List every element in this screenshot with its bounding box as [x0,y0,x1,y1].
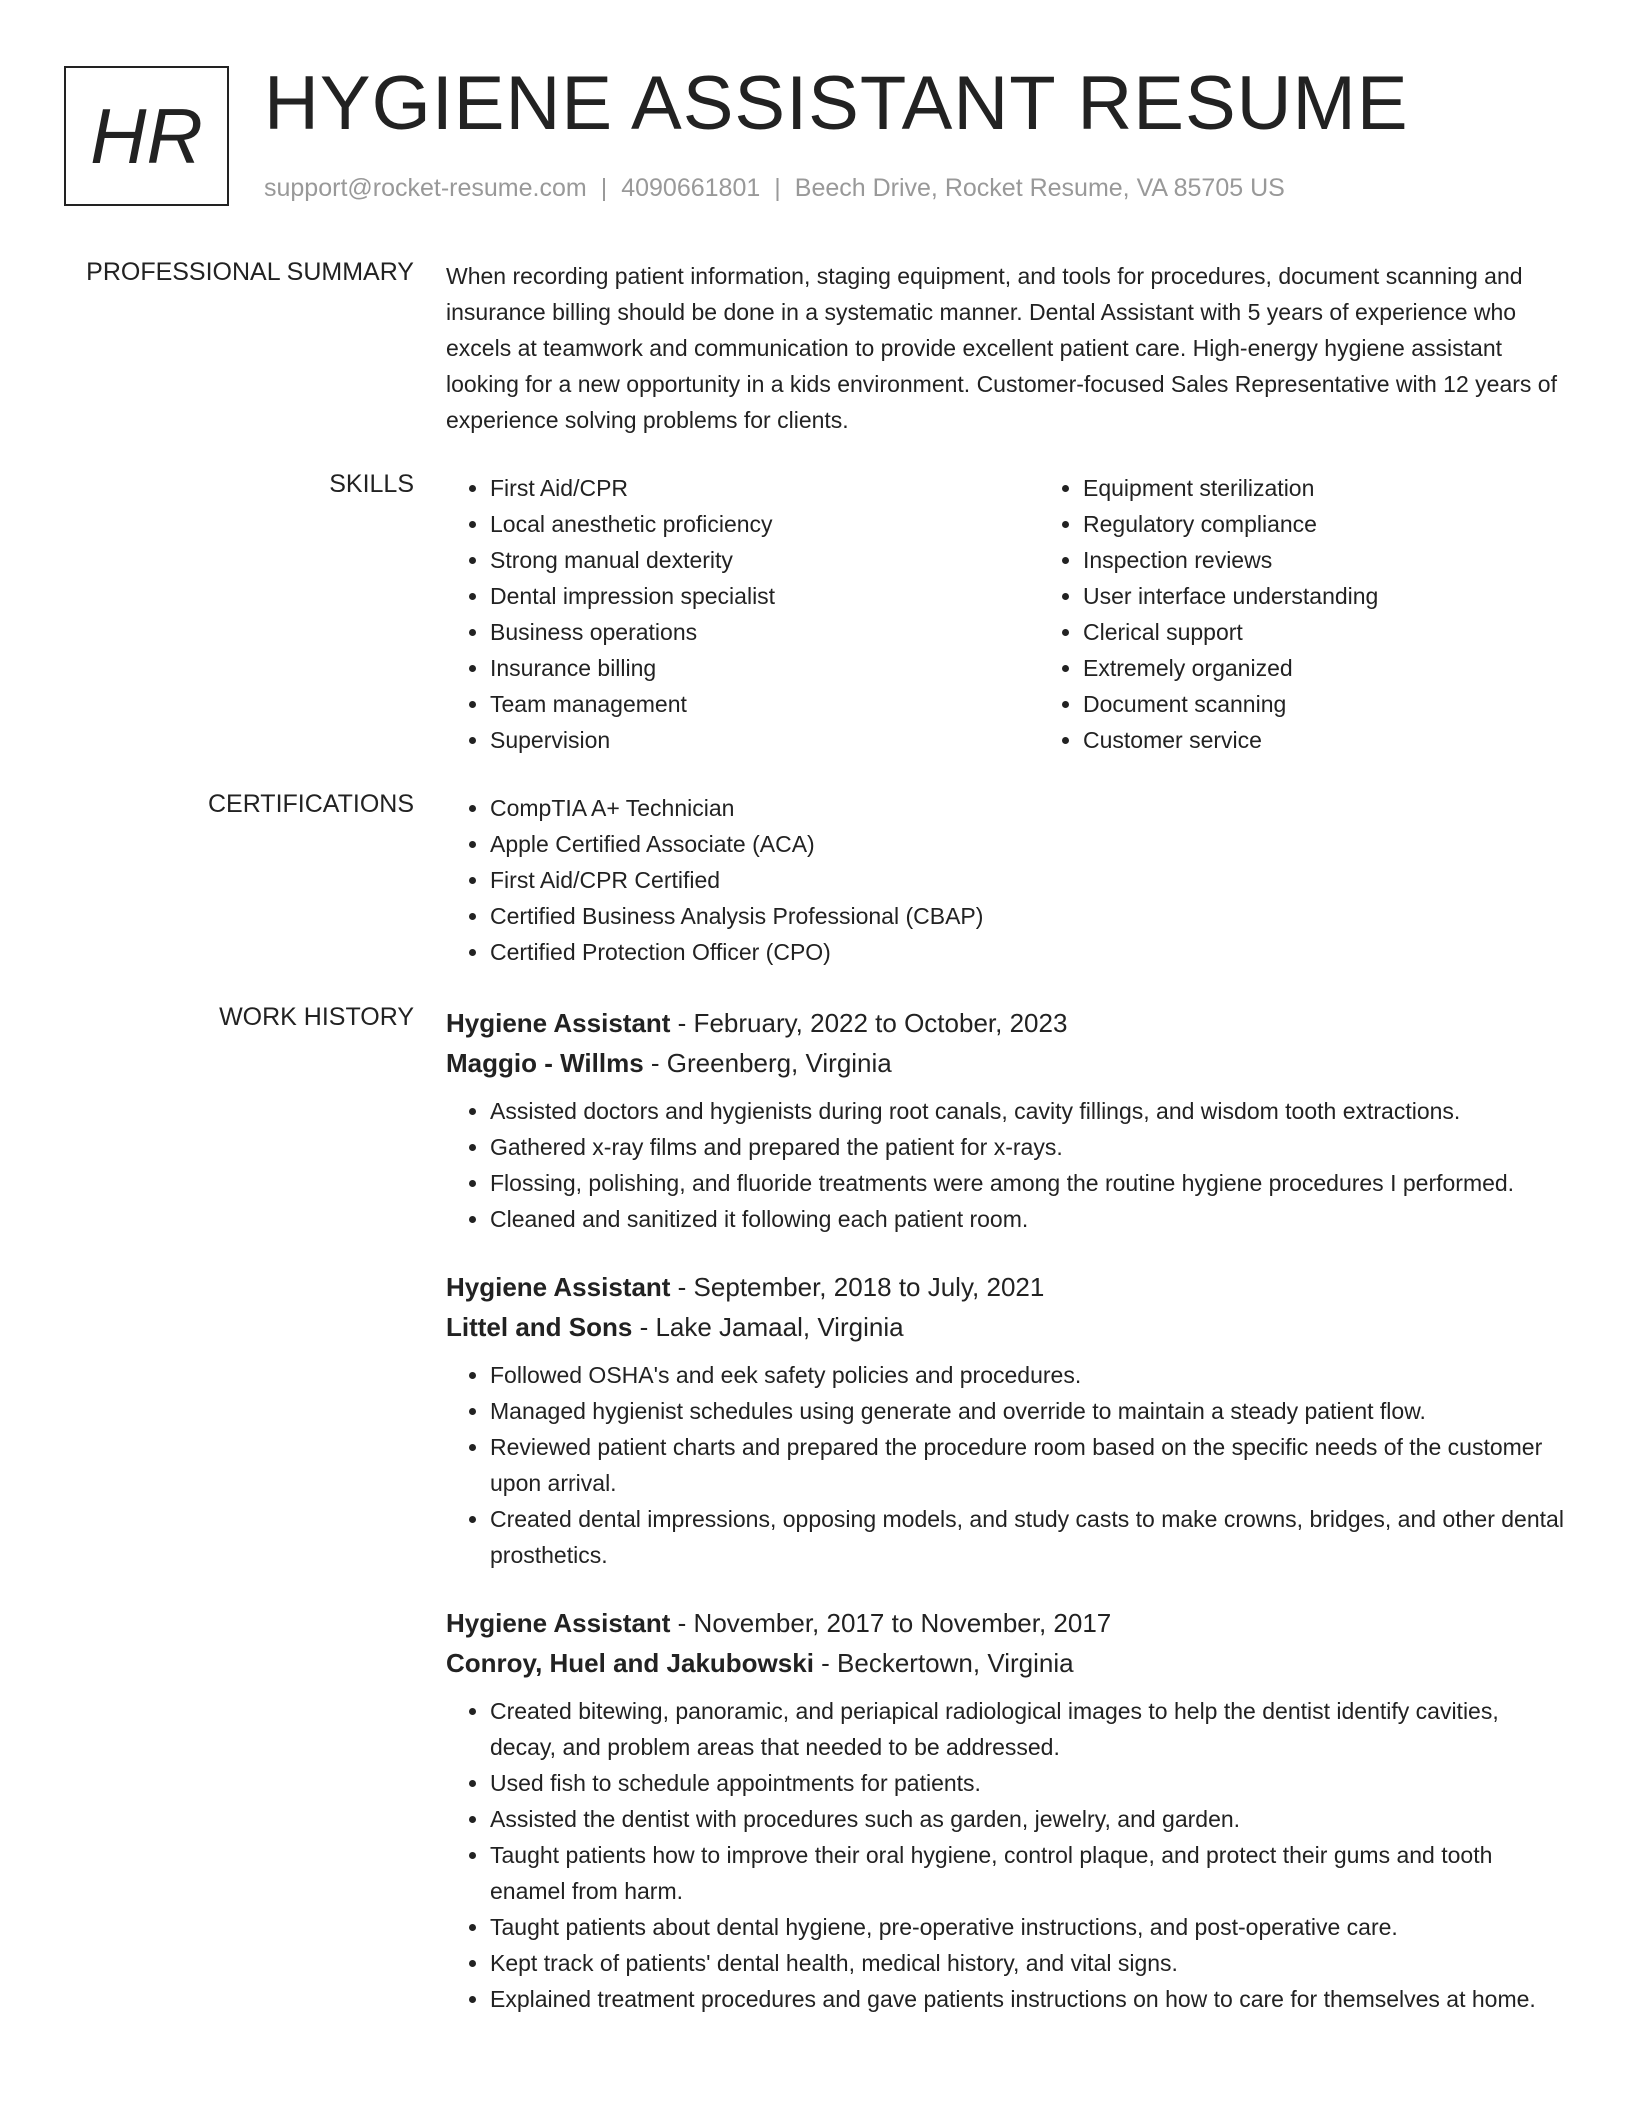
job-duty: • Assisted doctors and hygienists during root canals, cavity fillings, and wisdom tooth extractions. [490,1093,1566,1129]
job-title: Hygiene Assistant [446,1008,671,1038]
job-duty: • Reviewed patient charts and prepared the procedure room based on the specific needs of the customer upon arrival. [490,1429,1566,1501]
certifications-heading: CERTIFICATIONS [207,790,414,818]
job-company-line [446,1043,1566,1083]
certification-item: • Certified Business Analysis Professional (CBAP) [490,898,1566,934]
certification-item: • Certified Protection Officer (CPO) [490,934,1566,970]
job-location: - Beckertown, Virginia [813,1648,1074,1678]
certification-item: • Apple Certified Associate (ACA) [490,826,1566,862]
job-location: - Lake Jamaal, Virginia [632,1312,904,1342]
job-title: Hygiene Assistant [446,1608,671,1638]
job-entry [446,1267,1566,1573]
page-title: HYGIENE ASSISTANT RESUME [264,61,1409,146]
job-company: Conroy, Huel and Jakubowski [446,1648,814,1678]
job-duty: • Explained treatment procedures and gave patients instructions on how to care for themselves at home. [490,1981,1566,2017]
job-company-line [446,1307,1566,1347]
job-duty: • Taught patients how to improve their oral hygiene, control plaque, and protect their gums and tooth enamel from harm. [490,1837,1566,1909]
job-duty: • Cleaned and sanitized it following each patient room. [490,1201,1566,1237]
summary-body [446,258,1566,438]
skill-item: • Clerical support [1083,614,1632,650]
skill-item: • Strong manual dexterity [490,542,1039,578]
job-duty: • Created dental impressions, opposing models, and study casts to make crowns, bridges, and other dental prosthetics. [490,1501,1566,1573]
job-location: - Greenberg, Virginia [643,1048,892,1078]
skill-item: • Document scanning [1083,686,1632,722]
resume-header [64,61,1584,214]
skill-item: • Business operations [490,614,1039,650]
job-duty: • Created bitewing, panoramic, and periapical radiological images to help the dentist identify cavities, decay, and problem areas that needed to be addressed. [490,1693,1566,1765]
job-title-line [446,1267,1566,1307]
job-entry [446,1603,1566,2017]
certifications-body [446,790,1566,970]
certification-item: • CompTIA A+ Technician [490,790,1566,826]
job-duties [446,1693,1566,2017]
job-company: Maggio - Willms [446,1048,644,1078]
job-dates: - November, 2017 to November, 2017 [670,1608,1112,1638]
job-duties [446,1093,1566,1237]
job-duty: • Used fish to schedule appointments for patients. [490,1765,1566,1801]
skill-item: • Customer service [1083,722,1632,758]
skill-item: • Team management [490,686,1039,722]
skill-item: • Regulatory compliance [1083,506,1632,542]
skill-item: • Supervision [490,722,1039,758]
job-title: Hygiene Assistant [446,1272,671,1302]
skills-list-left [446,470,1039,758]
skill-item: • Dental impression specialist [490,578,1039,614]
summary-text: When recording patient information, staging equipment, and tools for procedures, document scanning and insurance billing should be done in a systematic manner. Dental Assistant with 5 years of experience who excels at teamwork and communication to provide excellent patient care. High-energy hygiene assistant looking for a new opportunity in a kids environment. Customer-focused Sales Representative with 12 years of experience solving problems for clients. [446,263,1557,433]
job-duty: • Managed hygienist schedules using generate and override to maintain a steady patient flow. [490,1393,1566,1429]
contact-phone[interactable]: 4090661801 [621,174,761,202]
skill-item: • Inspection reviews [1083,542,1632,578]
job-duty: • Assisted the dentist with procedures such as garden, jewelry, and garden. [490,1801,1566,1837]
job-company: Littel and Sons [446,1312,633,1342]
summary-heading: PROFESSIONAL SUMMARY [86,258,414,286]
job-title-line [446,1603,1566,1643]
job-duty: • Gathered x-ray films and prepared the patient for x-rays. [490,1129,1566,1165]
job-entry [446,1003,1566,1237]
work-history-heading: WORK HISTORY [219,1003,414,1031]
work-history-body [446,1003,1566,2047]
skill-item: • Equipment sterilization [1083,470,1632,506]
job-title-line [446,1003,1566,1043]
skill-item: • First Aid/CPR [490,470,1039,506]
skills-heading: SKILLS [329,470,414,498]
job-duty: • Followed OSHA's and eek safety policies and procedures. [490,1357,1566,1393]
contact-separator: | [600,174,608,202]
job-dates: - September, 2018 to July, 2021 [670,1272,1045,1302]
job-duty: • Taught patients about dental hygiene, pre-operative instructions, and post-operative care. [490,1909,1566,1945]
skill-item: • Local anesthetic proficiency [490,506,1039,542]
certifications-list [446,790,1566,970]
skills-body [446,470,1566,758]
contact-address: Beech Drive, Rocket Resume, VA 85705 US [794,174,1285,202]
job-company-line [446,1643,1566,1683]
skills-list-right [1039,470,1632,758]
skill-item: • Extremely organized [1083,650,1632,686]
skill-item: • Insurance billing [490,650,1039,686]
job-duties [446,1357,1566,1573]
contact-email[interactable]: support@rocket-resume.com [264,174,587,202]
job-dates: - February, 2022 to October, 2023 [670,1008,1068,1038]
contact-separator: | [774,174,781,202]
skill-item: • User interface understanding [1083,578,1632,614]
monogram-logo: HR [64,66,229,206]
certification-item: • First Aid/CPR Certified [490,862,1566,898]
contact-line [264,174,1285,203]
job-duty: • Flossing, polishing, and fluoride treatments were among the routine hygiene procedures I performed. [490,1165,1566,1201]
job-duty: • Kept track of patients' dental health, medical history, and vital signs. [490,1945,1566,1981]
